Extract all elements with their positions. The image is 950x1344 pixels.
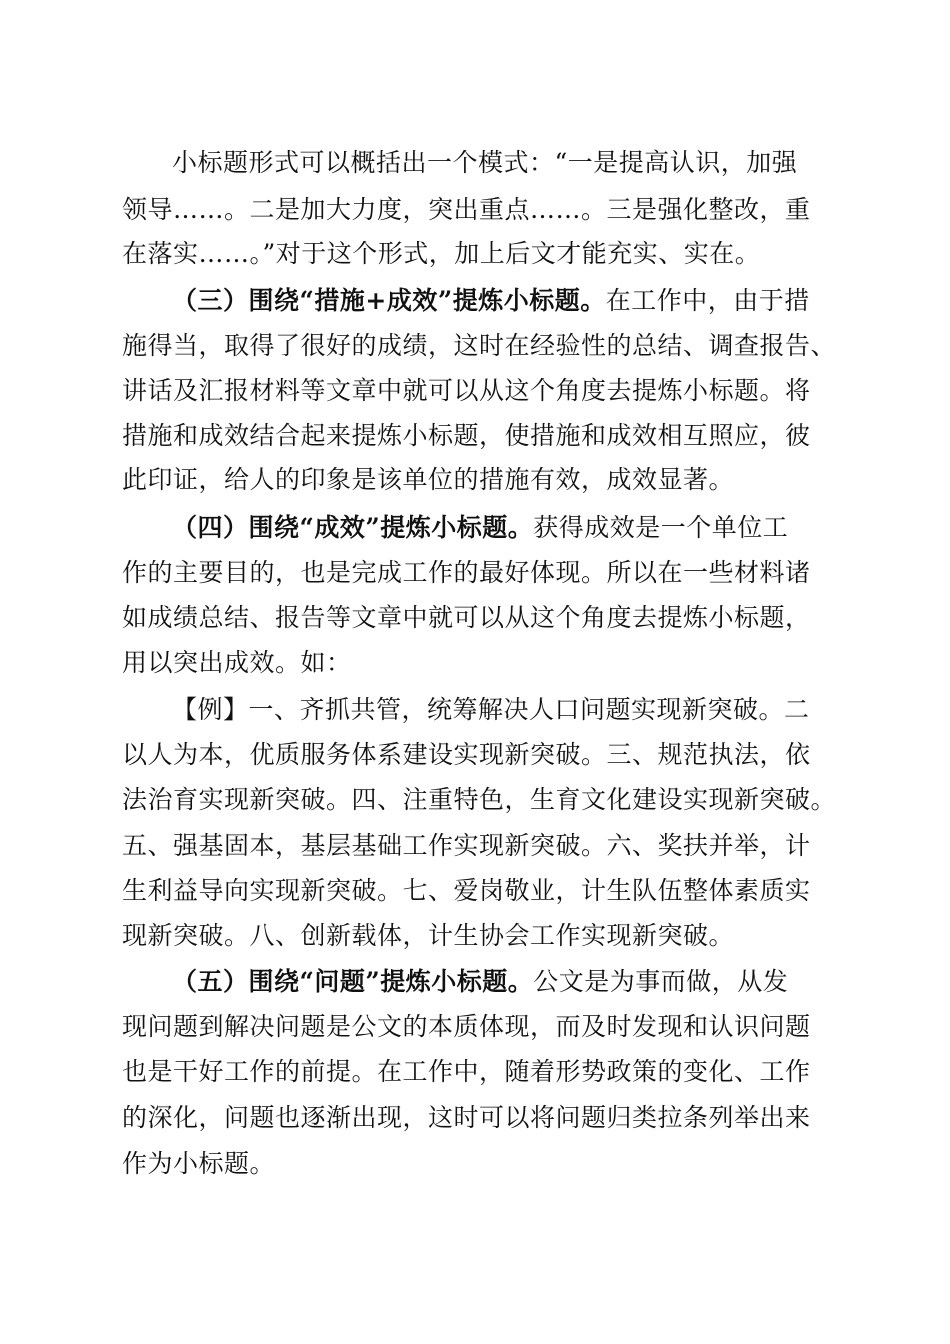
paragraph-2-line-2: 施得当，取得了很好的成绩，这时在经验性的总结、调查报告、 — [122, 331, 837, 360]
section-5-heading: （五）围绕“问题”提炼小标题。 — [172, 967, 534, 996]
paragraph-2-line-3: 讲话及汇报材料等文章中就可以从这个角度去提炼小标题。将 — [122, 376, 811, 405]
paragraph-3-line-1-text: 获得成效是一个单位工 — [533, 513, 789, 542]
paragraph-1-line-1: 小标题形式可以概括出一个模式：“一是提高认识，加强 — [172, 148, 798, 177]
paragraph-1-line-2: 领导……。二是加大力度，突出重点……。三是强化整改，重 — [122, 195, 811, 224]
paragraph-5-line-3: 也是干好工作的前提。在工作中，随着形势政策的变化、工作 — [122, 1057, 811, 1086]
paragraph-3-line-3: 如成绩总结、报告等文章中就可以从这个角度去提炼小标题， — [122, 603, 811, 632]
paragraph-2-line-1 — [172, 283, 810, 319]
paragraph-4-line-2: 以人为本，优质服务体系建设实现新突破。三、规范执法，依 — [122, 740, 811, 769]
paragraph-3-line-4: 用以突出成效。如： — [122, 648, 352, 677]
section-4-heading: （四）围绕“成效”提炼小标题。 — [172, 513, 534, 542]
paragraph-3-line-1 — [172, 510, 788, 546]
paragraph-2-line-5: 此印证，给人的印象是该单位的措施有效，成效显著。 — [122, 465, 735, 494]
paragraph-5-line-5: 作为小标题。 — [122, 1149, 276, 1178]
paragraph-1-line-3: 在落实……。”对于这个形式，加上后文才能充实、实在。 — [122, 239, 761, 268]
section-3-heading: （三）围绕“措施+成效”提炼小标题。 — [172, 286, 606, 315]
paragraph-2-line-1-text: 在工作中，由于措 — [605, 286, 810, 315]
paragraph-4-line-1: 【例】一、齐抓共管，统筹解决人口问题实现新突破。二 — [172, 695, 810, 724]
paragraph-4-line-4: 五、强基固本，基层基础工作实现新突破。六、奖扶并举，计 — [122, 831, 811, 860]
paragraph-2-line-4: 措施和成效结合起来提炼小标题，使措施和成效相互照应，彼 — [122, 421, 811, 450]
paragraph-4-line-6: 现新突破。八、创新载体，计生协会工作实现新突破。 — [122, 921, 735, 950]
paragraph-5-line-2: 现问题到解决问题是公文的本质体现，而及时发现和认识问题 — [122, 1012, 811, 1041]
paragraph-4-line-3: 法治育实现新突破。四、注重特色，生育文化建设实现新突破。 — [122, 785, 837, 814]
paragraph-5-line-1 — [172, 964, 788, 1000]
paragraph-4-line-5: 生利益导向实现新突破。七、爱岗敬业，计生队伍整体素质实 — [122, 876, 811, 905]
paragraph-5-line-1-text: 公文是为事而做，从发 — [533, 967, 789, 996]
paragraph-3-line-2: 作的主要目的，也是完成工作的最好体现。所以在一些材料诸 — [122, 558, 811, 587]
paragraph-5-line-4: 的深化，问题也逐渐出现，这时可以将问题归类拉条列举出来 — [122, 1103, 811, 1132]
